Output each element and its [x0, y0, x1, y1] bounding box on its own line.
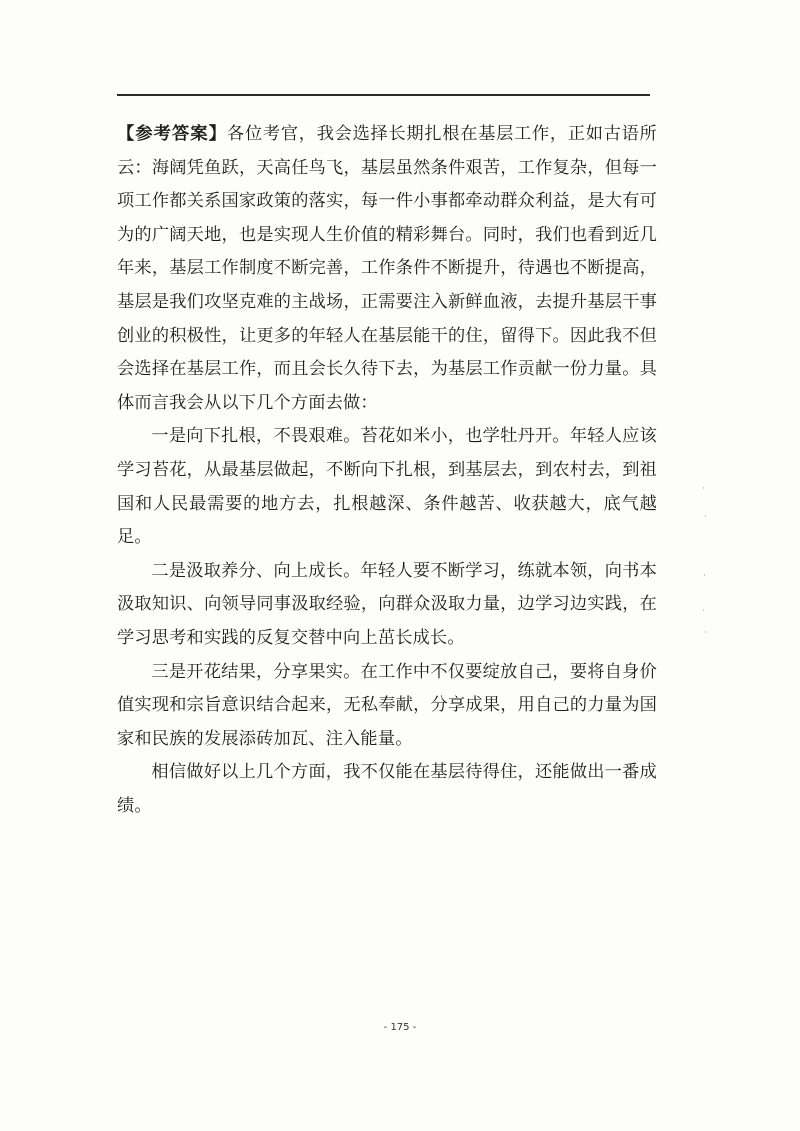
page-number: - 175 -: [383, 1022, 417, 1033]
scan-speck: ·: [704, 512, 707, 522]
scan-speck: ·: [704, 628, 707, 638]
intro-text: 各位考官，我会选择长期扎根在基层工作，正如古语所云：海阔凭鱼跃，天高任鸟飞，基层虽然条件艰苦，工作复杂，但每一项工作都关系国家政策的落实，每一件小事都牵动群众利益，是大有可为的广阔天地，也是实现人生价值的精彩舞台。同时，我们也看到近几年来，基层工作制度不断完善，工作条件不断提升，待遇也不断提高，基层是我们攻坚克难的主战场，正需要注入新鲜血液，去提升基层干事创业的积极性，让更多的年轻人在基层能干的住，留得下。因此我不但会选择在基层工作，而且会长久待下去，为基层工作贡献一份力量。具体而言我会从以下几个方面去做：: [117, 124, 657, 413]
point-three-paragraph: 三是开花结果，分享果实。在工作中不仅要绽放自己，要将自身价值实现和宗旨意识结合起来，无私奉献，分享成果，用自己的力量为国家和民族的发展添砖加瓦、注入能量。: [117, 661, 657, 749]
point-two-paragraph: 二是汲取养分、向上成长。年轻人要不断学习，练就本领，向书本汲取知识、向领导同事汲取经验，向群众汲取力量，边学习边实践，在学习思考和实践的反复交替中向上茁长成长。: [117, 560, 657, 648]
scan-speck: ·: [702, 484, 705, 494]
intro-paragraph: [117, 118, 657, 420]
scan-speck: ·: [702, 606, 705, 616]
answer-body: [117, 118, 657, 823]
point-one-paragraph: 一是向下扎根，不畏艰难。苔花如米小，也学牡丹开。年轻人应该学习苔花，从最基层做起，不断向下扎根，到基层去，到农村去，到祖国和人民最需要的地方去，扎根越深、条件越苦、收获越大，底气越足。: [117, 426, 657, 548]
answer-label: 【参考答案】: [117, 124, 228, 144]
header-rule: [117, 94, 650, 96]
conclusion-paragraph: 相信做好以上几个方面，我不仅能在基层待得住，还能做出一番成绩。: [117, 762, 657, 816]
scan-speck: ·: [703, 571, 706, 581]
